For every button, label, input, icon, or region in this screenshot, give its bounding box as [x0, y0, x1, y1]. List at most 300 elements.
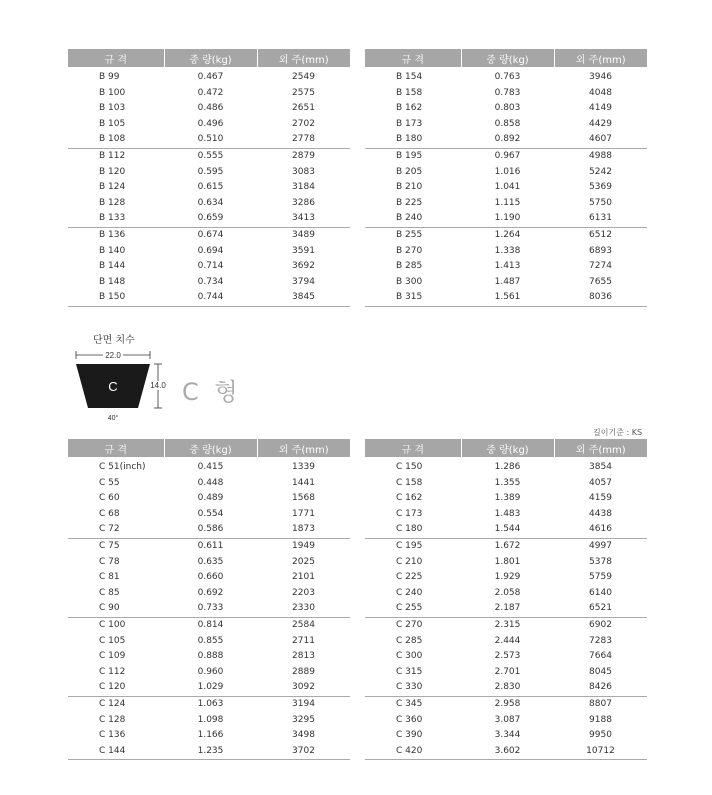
profile-letter: C [108, 379, 118, 394]
cell-spec: C 144 [68, 744, 164, 760]
cell-circumference: 3413 [257, 211, 350, 227]
table-row [68, 476, 350, 492]
cell-circumference: 8036 [554, 290, 647, 306]
cell-weight: 1.098 [197, 714, 224, 725]
cell-spec: B 315 [365, 290, 461, 306]
b-type-table-left [68, 49, 350, 307]
cell-circumference: 2651 [292, 103, 315, 114]
cell-spec: C 136 [99, 730, 126, 741]
cell-spec: C 78 [99, 556, 120, 567]
cell-weight: 1.801 [494, 556, 521, 567]
cell-weight: 1.190 [461, 211, 554, 227]
cell-weight: 2.958 [494, 698, 521, 709]
table-header-row [68, 439, 350, 457]
table-row [365, 67, 647, 86]
cell-spec: C 285 [396, 635, 423, 646]
cell-circumference: 3498 [292, 730, 315, 741]
cell-weight: 0.586 [164, 522, 257, 538]
cell-circumference: 6512 [589, 229, 612, 240]
cell-spec: C 173 [396, 508, 423, 519]
table-row [365, 227, 647, 243]
cell-circumference: 3083 [292, 166, 315, 177]
cell-spec: C 345 [396, 698, 423, 709]
table-row [365, 476, 647, 492]
cell-spec: C 330 [365, 680, 461, 696]
table-row [68, 101, 350, 117]
cell-weight: 1.338 [494, 245, 521, 256]
table-header-row [68, 49, 350, 67]
cell-circumference: 9188 [589, 714, 612, 725]
cell-circumference: 7274 [589, 261, 612, 272]
cell-circumference: 9950 [589, 730, 612, 741]
cell-circumference: 2813 [292, 651, 315, 662]
cell-circumference: 4057 [589, 477, 612, 488]
cell-weight: 1.235 [164, 744, 257, 760]
cell-spec: B 158 [396, 87, 423, 98]
cell-circumference: 10712 [554, 744, 647, 760]
cell-circumference: 1949 [292, 540, 315, 551]
table-row [365, 696, 647, 712]
table-row [365, 649, 647, 665]
cell-circumference: 6140 [589, 587, 612, 598]
table-row [68, 680, 350, 696]
table-row [68, 211, 350, 227]
cell-circumference: 5242 [589, 166, 612, 177]
cell-weight: 0.960 [197, 666, 224, 677]
cell-circumference: 8426 [554, 680, 647, 696]
cell-circumference: 2889 [292, 666, 315, 677]
cell-weight: 0.611 [197, 540, 224, 551]
table-row [365, 570, 647, 586]
cell-spec: C 180 [365, 522, 461, 538]
table-row [365, 259, 647, 275]
table-row [68, 196, 350, 212]
cell-circumference: 4429 [589, 118, 612, 129]
table-row [68, 601, 350, 617]
table-header-row [365, 439, 647, 457]
column-header-spec: 규 격 [68, 439, 164, 457]
table-row [365, 601, 647, 617]
cell-weight: 1.029 [164, 680, 257, 696]
table-row [365, 290, 647, 306]
cell-circumference: 3489 [292, 229, 315, 240]
cell-weight: 0.814 [197, 619, 224, 630]
table-row [68, 132, 350, 148]
table-row [365, 744, 647, 760]
cell-circumference: 5759 [589, 572, 612, 583]
cell-weight: 0.472 [197, 87, 224, 98]
table-row [68, 665, 350, 681]
section-dimension-label: 단면 치수 [93, 335, 135, 346]
cell-spec: C 68 [99, 508, 120, 519]
cell-circumference: 5378 [589, 556, 612, 567]
table-row [68, 457, 350, 476]
cell-spec: C 270 [396, 619, 423, 630]
table-row [365, 680, 647, 696]
column-header-spec: 규 격 [365, 439, 461, 457]
cell-weight: 2.444 [494, 635, 521, 646]
cell-spec: B 112 [99, 150, 126, 161]
table-row [68, 117, 350, 133]
cell-spec: B 124 [99, 182, 126, 193]
cell-spec: B 300 [396, 276, 423, 287]
cell-weight: 0.634 [197, 197, 224, 208]
cell-spec: C 240 [396, 587, 423, 598]
cell-circumference: 4048 [589, 87, 612, 98]
cell-spec: B 128 [99, 197, 126, 208]
cell-spec: C 225 [396, 572, 423, 583]
table-row [68, 491, 350, 507]
cell-circumference: 2711 [292, 635, 315, 646]
cell-weight: 3.087 [494, 714, 521, 725]
cell-weight: 0.783 [494, 87, 521, 98]
table-row [365, 634, 647, 650]
cell-weight: 1.041 [494, 182, 521, 193]
cell-circumference: 3092 [257, 680, 350, 696]
cell-weight: 1.929 [494, 572, 521, 583]
cell-weight: 1.016 [494, 166, 521, 177]
cell-circumference: 3591 [292, 245, 315, 256]
table-row [68, 148, 350, 164]
table-row [365, 275, 647, 291]
cell-circumference: 1873 [257, 522, 350, 538]
cell-spec: B 255 [396, 229, 423, 240]
table-row [68, 227, 350, 243]
table-row [68, 696, 350, 712]
cell-circumference: 3184 [292, 182, 315, 193]
cell-weight: 0.660 [197, 572, 224, 583]
table-row [365, 211, 647, 227]
table-row [68, 744, 350, 760]
table-row [68, 507, 350, 523]
cell-weight: 0.635 [197, 556, 224, 567]
cell-spec: C 109 [99, 651, 126, 662]
cell-circumference: 3286 [292, 197, 315, 208]
b-type-table-right [365, 49, 647, 307]
table-header-row [365, 49, 647, 67]
cell-circumference: 6521 [554, 601, 647, 617]
cell-circumference: 2101 [292, 572, 315, 583]
table-row [68, 586, 350, 602]
cell-spec: C 420 [365, 744, 461, 760]
column-header-spec: 규 격 [365, 49, 461, 67]
width-dimension: 22.0 [105, 351, 121, 360]
table-row [68, 165, 350, 181]
column-header-weight: 중 량(kg) [461, 439, 554, 457]
cell-circumference: 3295 [292, 714, 315, 725]
table-row [68, 728, 350, 744]
cell-spec: B 240 [365, 211, 461, 227]
column-header-weight: 중 량(kg) [164, 49, 257, 67]
table-row [68, 290, 350, 306]
cell-weight: 0.803 [494, 103, 521, 114]
cell-weight: 0.415 [197, 462, 224, 472]
height-dimension: 14.0 [150, 381, 166, 390]
table-row [68, 555, 350, 571]
cell-spec: C 150 [396, 462, 423, 472]
cell-spec: B 205 [396, 166, 423, 177]
table-row [365, 101, 647, 117]
cell-spec: C 72 [68, 522, 164, 538]
cell-spec: C 81 [99, 572, 120, 583]
cell-weight: 0.555 [197, 150, 224, 161]
cell-weight: 0.888 [197, 651, 224, 662]
table-row [365, 617, 647, 633]
cell-circumference: 3194 [292, 698, 315, 709]
cell-circumference: 7655 [589, 276, 612, 287]
cell-weight: 0.692 [197, 587, 224, 598]
cell-circumference: 4149 [589, 103, 612, 114]
cell-spec: B 100 [99, 87, 126, 98]
cell-spec: B 162 [396, 103, 423, 114]
table-row [365, 196, 647, 212]
cell-spec: C 112 [99, 666, 126, 677]
cell-weight: 1.389 [494, 493, 521, 504]
cell-weight: 1.487 [494, 276, 521, 287]
cell-circumference: 8045 [589, 666, 612, 677]
cell-spec: C 105 [99, 635, 126, 646]
cell-circumference: 8807 [589, 698, 612, 709]
cell-circumference: 5369 [589, 182, 612, 193]
cell-weight: 2.573 [494, 651, 521, 662]
cell-circumference: 4159 [589, 493, 612, 504]
cell-weight: 0.855 [197, 635, 224, 646]
cell-weight: 0.615 [197, 182, 224, 193]
cell-circumference: 3854 [589, 462, 612, 472]
cell-weight: 1.166 [197, 730, 224, 741]
table-row [365, 555, 647, 571]
cell-spec: C 90 [68, 601, 164, 617]
cell-spec: C 255 [365, 601, 461, 617]
cell-spec: C 128 [99, 714, 126, 725]
cell-spec: C 60 [99, 493, 120, 504]
cell-circumference: 2778 [257, 132, 350, 148]
cell-weight: 1.544 [461, 522, 554, 538]
cell-spec: C 315 [396, 666, 423, 677]
cell-circumference: 2330 [257, 601, 350, 617]
table-row [365, 457, 647, 476]
column-header-circumference: 외 주(mm) [257, 439, 350, 457]
table-row [68, 570, 350, 586]
column-header-circumference: 외 주(mm) [257, 49, 350, 67]
table-row [365, 665, 647, 681]
belt-cross-section-diagram [70, 345, 180, 425]
cell-weight: 0.489 [197, 493, 224, 504]
cell-weight: 0.496 [197, 118, 224, 129]
table-row [365, 132, 647, 148]
cell-weight: 0.554 [197, 508, 224, 519]
table-row [365, 180, 647, 196]
cell-weight: 0.892 [461, 132, 554, 148]
cell-circumference: 2575 [292, 87, 315, 98]
cell-weight: 0.486 [197, 103, 224, 114]
cell-circumference: 3946 [589, 72, 612, 82]
cell-spec: B 133 [68, 211, 164, 227]
table-row [365, 148, 647, 164]
cell-spec: B 103 [99, 103, 126, 114]
cell-circumference: 2702 [292, 118, 315, 129]
cell-spec: C 120 [68, 680, 164, 696]
cell-weight: 0.694 [197, 245, 224, 256]
cell-spec: B 195 [396, 150, 423, 161]
table-row [365, 507, 647, 523]
cell-circumference: 4988 [589, 150, 612, 161]
table-row [68, 617, 350, 633]
cell-weight: 1.672 [494, 540, 521, 551]
cell-weight: 0.733 [164, 601, 257, 617]
cell-circumference: 1339 [292, 462, 315, 472]
cell-spec: C 195 [396, 540, 423, 551]
cell-weight: 0.858 [494, 118, 521, 129]
cell-circumference: 6131 [554, 211, 647, 227]
table-row [365, 713, 647, 729]
cell-spec: B 154 [396, 72, 423, 82]
cell-weight: 0.967 [494, 150, 521, 161]
cell-circumference: 2584 [292, 619, 315, 630]
cell-spec: C 390 [396, 730, 423, 741]
cell-weight: 0.467 [197, 72, 224, 82]
c-type-table-left [68, 439, 350, 760]
column-header-circumference: 외 주(mm) [554, 49, 647, 67]
cell-circumference: 4997 [589, 540, 612, 551]
cell-spec: C 85 [99, 587, 120, 598]
c-type-table-right [365, 439, 647, 760]
table-row [68, 67, 350, 86]
column-header-weight: 중 량(kg) [461, 49, 554, 67]
cell-circumference: 1441 [292, 477, 315, 488]
cell-circumference: 6893 [589, 245, 612, 256]
cell-spec: B 120 [99, 166, 126, 177]
cell-circumference: 7664 [589, 651, 612, 662]
cell-spec: B 225 [396, 197, 423, 208]
cell-weight: 2.187 [461, 601, 554, 617]
cell-spec: C 75 [99, 540, 120, 551]
column-header-circumference: 외 주(mm) [554, 439, 647, 457]
cell-weight: 0.763 [494, 72, 521, 82]
cell-weight: 1.063 [197, 698, 224, 709]
table-row [68, 275, 350, 291]
cell-circumference: 7283 [589, 635, 612, 646]
cell-spec: C 162 [396, 493, 423, 504]
cell-circumference: 3702 [257, 744, 350, 760]
column-header-spec: 규 격 [68, 49, 164, 67]
cell-weight: 1.264 [494, 229, 521, 240]
cell-spec: B 136 [99, 229, 126, 240]
table-row [68, 538, 350, 554]
cell-circumference: 5750 [589, 197, 612, 208]
cell-spec: B 210 [396, 182, 423, 193]
table-row [68, 634, 350, 650]
cell-circumference: 2025 [292, 556, 315, 567]
cell-spec: B 148 [99, 276, 126, 287]
cell-weight: 0.659 [164, 211, 257, 227]
table-row [365, 244, 647, 260]
cell-weight: 1.115 [494, 197, 521, 208]
angle-dimension: 40° [107, 415, 119, 422]
cell-spec: B 108 [68, 132, 164, 148]
cell-spec: B 270 [396, 245, 423, 256]
table-row [68, 244, 350, 260]
cell-circumference: 2203 [292, 587, 315, 598]
cell-weight: 2.058 [494, 587, 521, 598]
cell-weight: 0.674 [197, 229, 224, 240]
table-row [365, 728, 647, 744]
cell-weight: 0.448 [197, 477, 224, 488]
cell-spec: B 105 [99, 118, 126, 129]
cell-spec: B 144 [99, 261, 126, 272]
cell-circumference: 2549 [292, 72, 315, 82]
column-header-weight: 중 량(kg) [164, 439, 257, 457]
cell-weight: 2.701 [494, 666, 521, 677]
cell-spec: C 158 [396, 477, 423, 488]
cell-spec: C 51(inch) [99, 462, 146, 472]
cell-weight: 0.510 [164, 132, 257, 148]
cell-circumference: 3692 [292, 261, 315, 272]
cell-spec: C 360 [396, 714, 423, 725]
table-row [365, 538, 647, 554]
cell-spec: B 173 [396, 118, 423, 129]
cell-weight: 2.830 [461, 680, 554, 696]
cell-weight: 1.413 [494, 261, 521, 272]
table-row [365, 86, 647, 102]
cell-circumference: 6902 [589, 619, 612, 630]
cell-weight: 2.315 [494, 619, 521, 630]
cell-weight: 1.286 [494, 462, 521, 472]
cell-spec: C 55 [99, 477, 120, 488]
cell-spec: B 180 [365, 132, 461, 148]
cell-weight: 1.483 [494, 508, 521, 519]
cell-circumference: 4607 [554, 132, 647, 148]
table-row [365, 522, 647, 538]
cell-spec: B 140 [99, 245, 126, 256]
type-title: C 형 [182, 378, 242, 406]
cell-circumference: 4438 [589, 508, 612, 519]
cell-spec: B 99 [99, 72, 120, 82]
cell-weight: 0.734 [197, 276, 224, 287]
table-row [68, 86, 350, 102]
cell-spec: C 124 [99, 698, 126, 709]
table-row [365, 491, 647, 507]
cell-weight: 0.595 [197, 166, 224, 177]
cell-circumference: 1568 [292, 493, 315, 504]
table-row [68, 180, 350, 196]
cell-circumference: 4616 [554, 522, 647, 538]
cell-spec: C 210 [396, 556, 423, 567]
table-row [365, 117, 647, 133]
cell-spec: B 285 [396, 261, 423, 272]
cell-circumference: 3845 [257, 290, 350, 306]
length-basis-note: 길이기준 : KS [593, 428, 643, 437]
cell-circumference: 2879 [292, 150, 315, 161]
table-row [68, 649, 350, 665]
cell-weight: 0.744 [164, 290, 257, 306]
cell-weight: 1.561 [461, 290, 554, 306]
cell-spec: B 150 [68, 290, 164, 306]
cell-spec: C 300 [396, 651, 423, 662]
cell-weight: 3.344 [494, 730, 521, 741]
cell-weight: 0.714 [197, 261, 224, 272]
table-row [68, 259, 350, 275]
table-row [365, 586, 647, 602]
cell-circumference: 3794 [292, 276, 315, 287]
cell-circumference: 1771 [292, 508, 315, 519]
cell-weight: 1.355 [494, 477, 521, 488]
table-row [68, 522, 350, 538]
table-row [365, 165, 647, 181]
table-row [68, 713, 350, 729]
cell-weight: 3.602 [461, 744, 554, 760]
cell-spec: C 100 [99, 619, 126, 630]
